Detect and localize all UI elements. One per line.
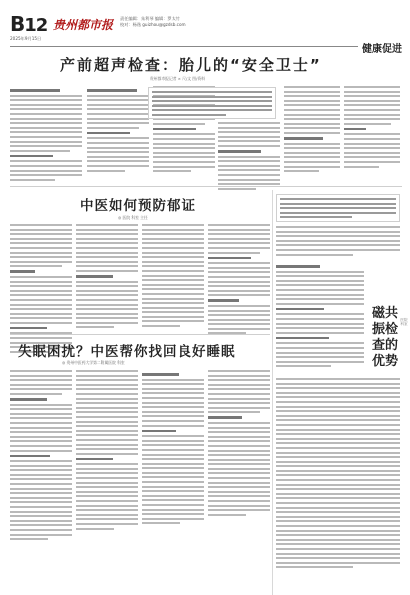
editor-line: 责任编辑：朱利琴 编辑：罗太竹 (120, 16, 180, 21)
tcm-col-3 (142, 224, 204, 330)
header-rule (10, 46, 402, 47)
mri-headline: 磁共振检查的优势 (371, 306, 398, 369)
mri-byline: 医院 科室 (400, 318, 408, 327)
issue-date: 2025年9月15日 (10, 36, 42, 41)
column-divider (272, 190, 273, 595)
prenatal-col-6 (344, 86, 400, 170)
tcm-col-2 (76, 224, 138, 331)
tcm-col-1 (10, 224, 72, 355)
divider-2 (10, 334, 270, 335)
page-header (10, 12, 402, 55)
prenatal-col-1 (10, 86, 82, 183)
headline-tcm-prevention: 中医如何预防郁证 (80, 198, 196, 214)
page-number (10, 12, 47, 36)
email-line: 校对：杨逸 guizhou@gzdsb.com (120, 22, 186, 27)
prenatal-col-4 (218, 122, 280, 192)
page-number-digits: 12 (24, 15, 48, 36)
prenatal-intro-text (152, 91, 272, 119)
mri-intro-paragraph (276, 226, 400, 258)
mri-col-bottom (276, 378, 400, 571)
headline-insomnia: 失眠困扰？中医帮你找回良好睡眠 (18, 344, 236, 360)
divider-1 (10, 186, 402, 187)
section-title: 健康促进 (358, 40, 402, 55)
byline-prenatal: 贵州都市报记者 × 尺/文 图/资料 (150, 76, 205, 81)
byline-tcm-prevention: ◎ 医院 科室 主任 (118, 215, 148, 220)
mri-intro-text (280, 198, 396, 221)
prenatal-col-5 (284, 86, 340, 175)
insomnia-col-1 (10, 370, 72, 543)
prenatal-col-2 (87, 86, 149, 174)
mri-col-1 (276, 262, 364, 370)
page-letter: B (10, 12, 25, 36)
insomnia-col-4 (208, 370, 270, 518)
headline-prenatal: 产前超声检查：胎儿的“安全卫士” (60, 56, 322, 74)
newspaper-brand: 贵州都市报 (53, 18, 114, 32)
tcm-col-4 (208, 224, 270, 337)
insomnia-col-2 (76, 370, 138, 532)
editor-info (120, 16, 186, 28)
byline-insomnia: ◎ 贵州中医药大学第二附属医院 科室 (62, 360, 125, 365)
insomnia-col-3 (142, 370, 204, 527)
